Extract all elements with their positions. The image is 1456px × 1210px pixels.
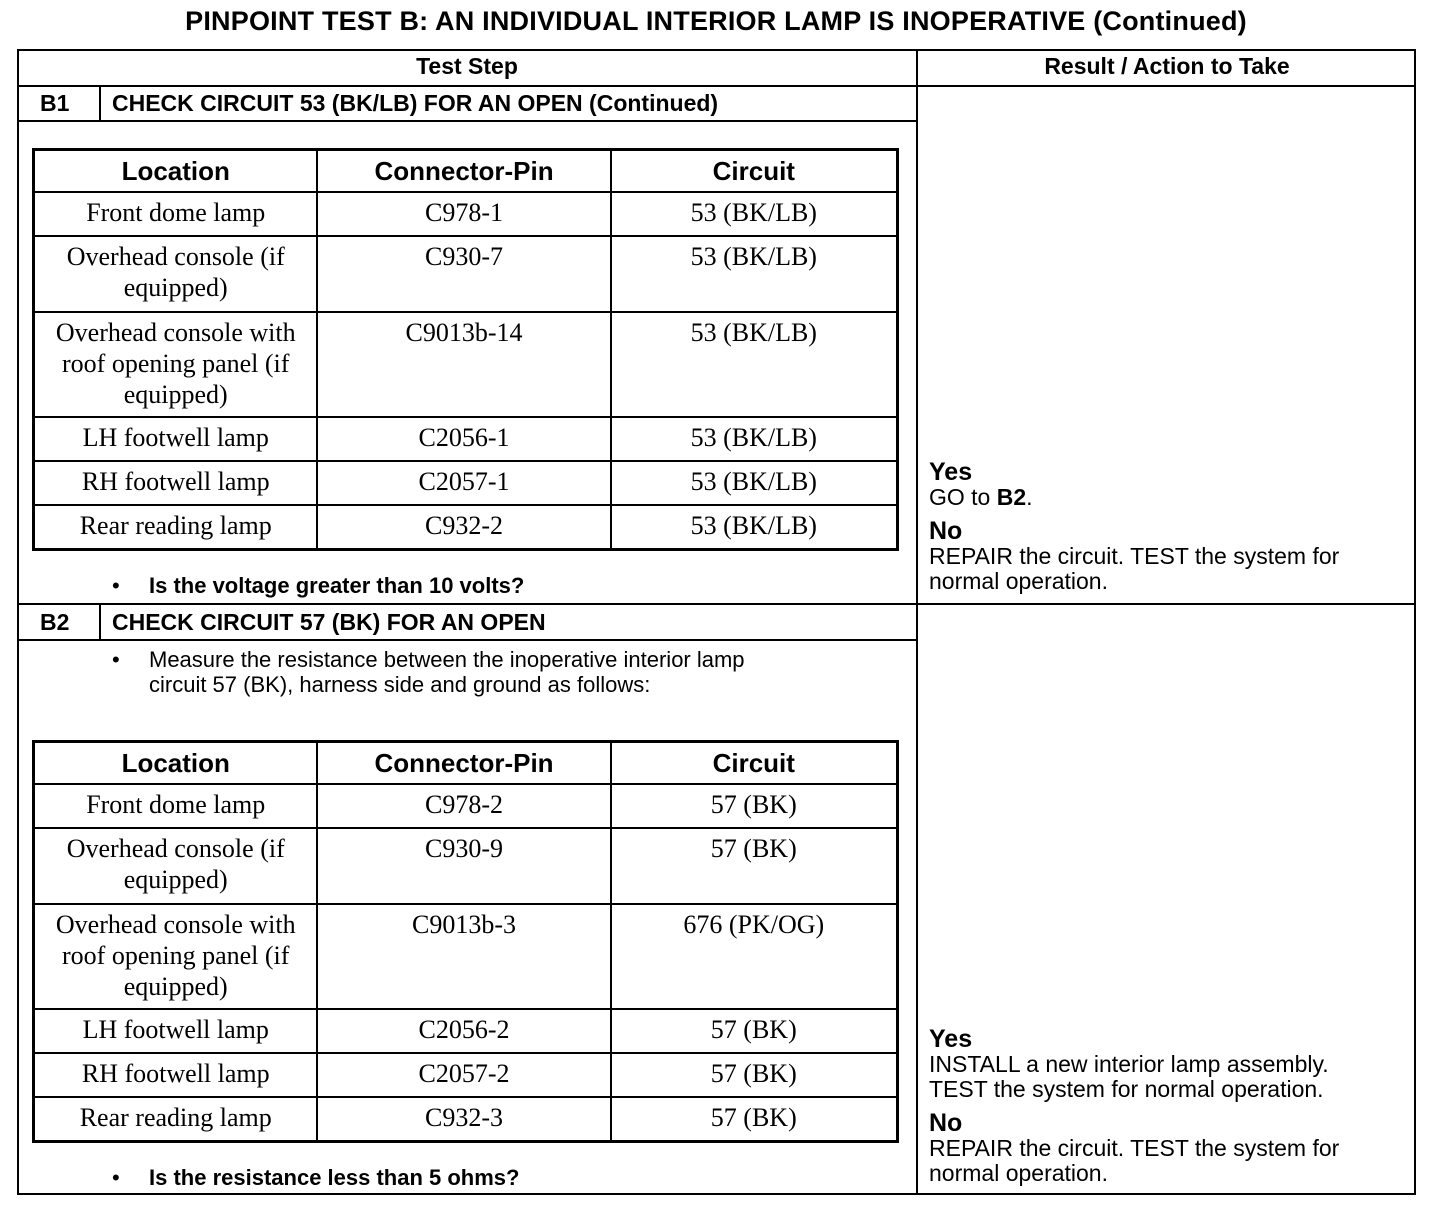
table-row: [34, 312, 898, 417]
location-cell: RH footwell lamp: [34, 461, 318, 505]
b1-step-id: B1: [40, 90, 70, 116]
b2-yes-label: Yes: [929, 1025, 973, 1053]
table-row: [34, 236, 898, 312]
b2-yes-text-line1: INSTALL a new interior lamp assembly.: [929, 1051, 1329, 1077]
location-cell: Overhead console (if equipped): [34, 828, 318, 904]
col-header-location: Location: [34, 742, 318, 785]
step-separator: [17, 603, 1416, 605]
connector-pin-cell: C978-2: [317, 784, 610, 828]
table-row: [34, 461, 898, 505]
connector-pin-cell: C9013b-14: [317, 312, 610, 417]
b2-step-id: B2: [40, 609, 70, 635]
connector-pin-cell: C2056-1: [317, 417, 610, 461]
col-header-connector-pin: Connector-Pin: [317, 742, 610, 785]
location-cell: Overhead console with roof opening panel (if equipped): [34, 312, 318, 417]
connector-pin-cell: C930-7: [317, 236, 610, 312]
connector-pin-cell: C2056-2: [317, 1009, 610, 1053]
table-row: [34, 828, 898, 904]
b1-no-text-line1: REPAIR the circuit. TEST the system for: [929, 543, 1340, 569]
b1-yes-label: Yes: [929, 458, 973, 486]
circuit-cell: 53 (BK/LB): [611, 505, 898, 549]
page-title: PINPOINT TEST B: AN INDIVIDUAL INTERIOR LAMP IS INOPERATIVE (Continued): [185, 6, 1247, 36]
connector-pin-cell: C2057-2: [317, 1053, 610, 1097]
b2-step-title: CHECK CIRCUIT 57 (BK) FOR AN OPEN: [112, 609, 546, 635]
circuit-cell: 53 (BK/LB): [611, 312, 898, 417]
circuit-cell: 57 (BK): [611, 784, 898, 828]
b2-title-divider: [17, 639, 917, 641]
connector-pin-cell: C932-2: [317, 505, 610, 549]
circuit-cell: 53 (BK/LB): [611, 192, 898, 236]
b2-no-text-line2: normal operation.: [929, 1160, 1108, 1186]
b1-id-divider: [99, 86, 101, 121]
b1-yes-text: GO to B2.: [929, 484, 1033, 510]
col-header-connector-pin: Connector-Pin: [317, 150, 610, 193]
table-row: [34, 904, 898, 1009]
b2-location-table: [32, 740, 899, 1143]
b1-title-divider: [17, 120, 917, 122]
table-row: [34, 1097, 898, 1141]
b1-result: [929, 460, 1339, 594]
header-test-step: Test Step: [416, 53, 518, 79]
table-row: [34, 1009, 898, 1053]
header-divider: [17, 85, 1416, 87]
b2-no-label: No: [929, 1109, 963, 1137]
location-cell: Front dome lamp: [34, 192, 318, 236]
location-cell: Rear reading lamp: [34, 1097, 318, 1141]
circuit-cell: 53 (BK/LB): [611, 236, 898, 312]
connector-pin-cell: C930-9: [317, 828, 610, 904]
circuit-cell: 676 (PK/OG): [611, 904, 898, 1009]
circuit-cell: 53 (BK/LB): [611, 417, 898, 461]
circuit-cell: 53 (BK/LB): [611, 461, 898, 505]
table-row: [34, 1053, 898, 1097]
column-divider: [916, 49, 918, 1195]
location-cell: LH footwell lamp: [34, 1009, 318, 1053]
circuit-cell: 57 (BK): [611, 1097, 898, 1141]
connector-pin-cell: C2057-1: [317, 461, 610, 505]
bullet-icon: •: [112, 1165, 120, 1190]
col-header-circuit: Circuit: [611, 150, 898, 193]
connector-pin-cell: C978-1: [317, 192, 610, 236]
location-cell: Overhead console (if equipped): [34, 236, 318, 312]
circuit-cell: 57 (BK): [611, 1053, 898, 1097]
bullet-icon: •: [112, 573, 120, 598]
connector-pin-cell: C9013b-3: [317, 904, 610, 1009]
col-header-circuit: Circuit: [611, 742, 898, 785]
location-cell: Rear reading lamp: [34, 505, 318, 549]
location-cell: Overhead console with roof opening panel (if equipped): [34, 904, 318, 1009]
b2-result: [929, 1027, 1339, 1186]
table-row: [34, 417, 898, 461]
connector-pin-cell: C932-3: [317, 1097, 610, 1141]
table-row: [34, 784, 898, 828]
table-row: [34, 192, 898, 236]
location-cell: LH footwell lamp: [34, 417, 318, 461]
b2-id-divider: [99, 604, 101, 640]
col-header-location: Location: [34, 150, 318, 193]
b1-no-label: No: [929, 517, 963, 545]
header-result-action: Result / Action to Take: [1044, 53, 1290, 79]
b2-no-text-line1: REPAIR the circuit. TEST the system for: [929, 1135, 1340, 1161]
b2-yes-text-line2: TEST the system for normal operation.: [929, 1076, 1324, 1102]
b1-location-table: [32, 148, 899, 551]
bullet-icon: •: [112, 647, 120, 672]
circuit-cell: 57 (BK): [611, 1009, 898, 1053]
circuit-cell: 57 (BK): [611, 828, 898, 904]
b1-step-title: CHECK CIRCUIT 53 (BK/LB) FOR AN OPEN (Continued): [112, 90, 719, 116]
location-cell: RH footwell lamp: [34, 1053, 318, 1097]
location-cell: Front dome lamp: [34, 784, 318, 828]
b1-no-text-line2: normal operation.: [929, 568, 1108, 594]
table-row: [34, 505, 898, 549]
